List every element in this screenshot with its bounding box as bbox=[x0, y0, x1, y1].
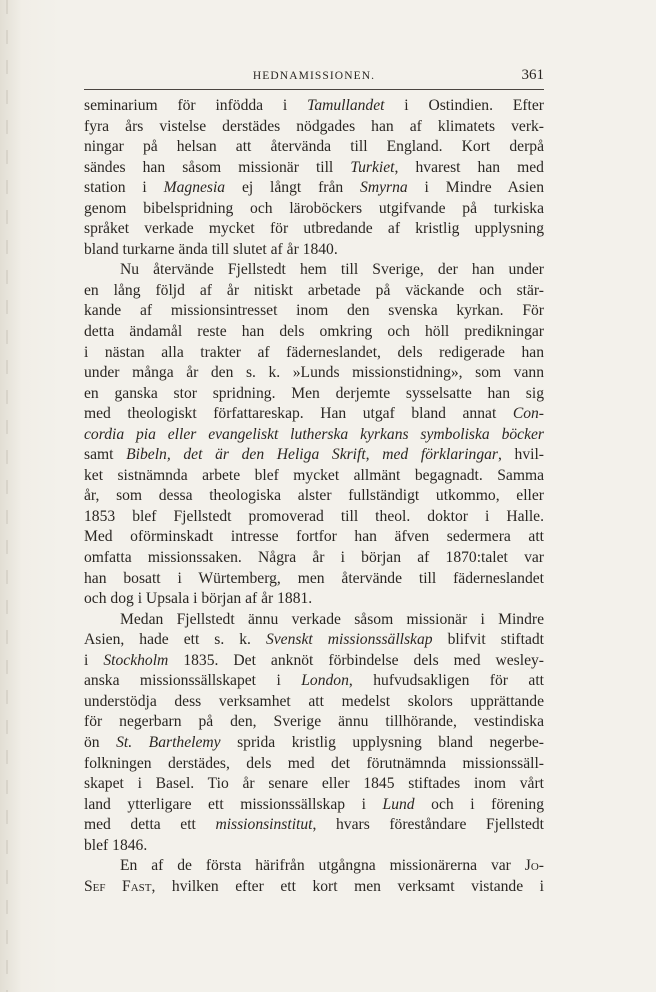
italic-span: Bibeln, det är den Heliga Skrift, med förklaringar bbox=[126, 446, 498, 464]
text-line: under många år den s. k. »Lunds missionstidning», som vann bbox=[84, 364, 544, 382]
text-line: genom bibelspridning och läroböckers utgifvande på turkiska bbox=[84, 199, 544, 217]
text-line: han bosatt i Würtemberg, men återvände till fäderneslandet bbox=[84, 569, 544, 587]
text-line: med theologiskt författareskap. Han utgaf bland annat Con- bbox=[84, 405, 544, 423]
text-line: ön St. Barthelemy sprida kristlig upplysning bland negerbe- bbox=[84, 733, 544, 751]
text-line: land ytterligare ett missionssällskap i Lund och i förening bbox=[84, 795, 544, 813]
text-line: bland turkarne ända till slutet af år 1840. bbox=[84, 240, 338, 258]
body-text bbox=[84, 96, 544, 897]
text-line: ningar på helsan att återvända till England. Kort derpå bbox=[84, 138, 544, 156]
text-line: en lång följd af år nitiskt arbetade på väckande och stär- bbox=[84, 281, 544, 299]
text-line: Medan Fjellstedt ännu verkade såsom missionär i Mindre bbox=[120, 610, 544, 628]
text-line: år, som dessa theologiska alster fullständigt utkommo, eller bbox=[84, 487, 544, 505]
italic-span: London bbox=[301, 672, 349, 690]
italic-span: Turkiet bbox=[350, 158, 395, 176]
page-number: 361 bbox=[521, 67, 544, 83]
text-line: folkningen derstädes, dels med det förutnämnda missionssäll- bbox=[84, 754, 544, 772]
italic-span: missionsinstitut bbox=[215, 816, 313, 834]
text-line: kande af missionsintresset inom den svenska kyrkan. För bbox=[84, 302, 544, 320]
text-line: detta ändamål reste han dels omkring och höll predikningar bbox=[84, 323, 544, 341]
italic-span: St. Barthelemy bbox=[116, 733, 221, 751]
text-line: Med oförminskadt intresse fortfor han äfven sedermera att bbox=[84, 528, 544, 546]
text-line: i nästan alla trakter af fäderneslandet, dels redigerade han bbox=[84, 343, 544, 361]
text-line: för negerbarn på den, Sverige ännu tillhörande, vestindiska bbox=[84, 713, 544, 731]
italic-span: Smyrna bbox=[360, 179, 408, 197]
text-line: 1853 blef Fjellstedt promoverad till theol. doktor i Halle. bbox=[84, 507, 544, 525]
page-edge-shadow bbox=[6, 0, 8, 992]
text-line bbox=[84, 425, 544, 446]
header-rule bbox=[84, 89, 544, 90]
text-line: fyra års vistelse derstädes nödgades han af klimatets verk- bbox=[84, 117, 544, 135]
text-line: med detta ett missionsinstitut, hvars föreståndare Fjellstedt bbox=[84, 816, 544, 834]
running-title: HEDNAMISSIONEN. bbox=[252, 70, 376, 82]
text-line: station i Magnesia ej långt från Smyrna i Mindre Asien bbox=[84, 179, 544, 197]
text-line: understödja dess verksamhet att medelst skolors upprättande bbox=[84, 692, 544, 710]
text-line: omfatta missionssaken. Några år i början af 1870:talet var bbox=[84, 549, 544, 567]
text-line: Asien, hade ett s. k. Svenskt missionssällskap blifvit stiftadt bbox=[84, 631, 544, 649]
text-line: en ganska stor spridning. Men derjemte sysselsatte han sig bbox=[84, 384, 544, 402]
text-line: En af de första härifrån utgångna missionärerna var Jo- bbox=[120, 857, 544, 875]
italic-span: cordia pia eller evangeliskt lutherska kyrkans symboliska böcker bbox=[84, 425, 544, 443]
page-header bbox=[84, 68, 544, 88]
text-line: språket verkade mycket för utbredande af kristlig upplysning bbox=[84, 220, 544, 238]
italic-span: Con- bbox=[512, 405, 544, 423]
italic-span: Svenskt missionssällskap bbox=[265, 631, 433, 649]
text-line: sändes han såsom missionär till Turkiet, hvarest han med bbox=[84, 158, 544, 176]
text-line: Nu återvände Fjellstedt hem till Sverige, der han under bbox=[120, 261, 544, 279]
text-line: ket sistnämnda arbete blef mycket allmänt begagnadt. Samma bbox=[84, 466, 544, 484]
italic-span: Tamullandet bbox=[307, 97, 385, 114]
small-caps-span: Sef Fast bbox=[84, 877, 152, 895]
text-line: i Stockholm 1835. Det anknöt förbindelse dels med wesley- bbox=[84, 651, 544, 669]
text-line: och dog i Upsala i början af år 1881. bbox=[84, 590, 313, 608]
text-line: Sef Fast, hvilken efter ett kort men verksamt vistande i bbox=[84, 877, 544, 895]
italic-span: Lund bbox=[382, 795, 415, 813]
text-line: seminarium för infödda i Tamullandet i Ostindien. Efter bbox=[84, 97, 544, 114]
italic-span: Stockholm bbox=[103, 651, 169, 669]
small-caps-span: Jo- bbox=[524, 857, 544, 875]
text-line: samt Bibeln, det är den Heliga Skrift, med förklaringar, hvil- bbox=[84, 446, 544, 464]
italic-span: Magnesia bbox=[163, 179, 226, 197]
text-line: blef 1846. bbox=[84, 836, 148, 854]
text-line: skapet i Basel. Tio år senare eller 1845 stiftades inom vårt bbox=[84, 775, 544, 793]
text-line: anska missionssällskapet i London, hufvudsakligen för att bbox=[84, 672, 544, 690]
